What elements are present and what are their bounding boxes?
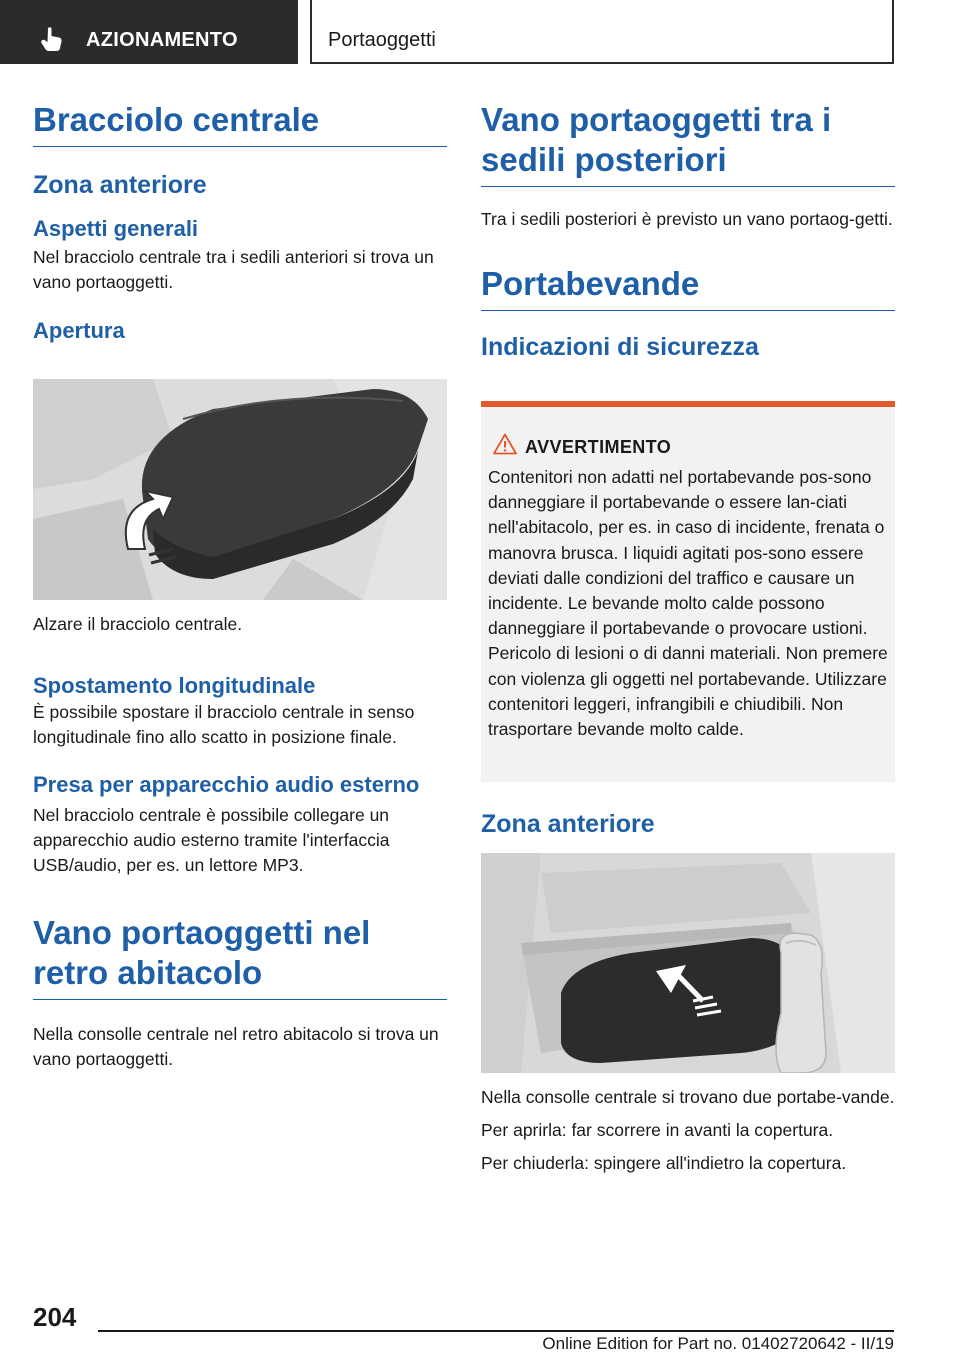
- heading-zona-anteriore-right: Zona anteriore: [481, 810, 655, 838]
- heading-presa-audio: Presa per apparecchio audio esterno: [33, 772, 420, 797]
- heading-vano-retro: Vano portaoggetti nel retro abitacolo: [33, 913, 447, 1000]
- hand-pointer-icon: [40, 26, 64, 52]
- right-column-2: [481, 808, 895, 840]
- cupholder-image: [481, 853, 895, 1073]
- paragraph-portabevande: Nella consolle centrale si trovano due portabe-vande.: [481, 1087, 895, 1107]
- right-column-3: [481, 1085, 895, 1176]
- footer-rule: [98, 1330, 894, 1332]
- footer-edition: Online Edition for Part no. 01402720642 - II/19: [542, 1334, 894, 1353]
- left-column-2: [33, 612, 447, 1072]
- warning-icon: [493, 433, 517, 455]
- paragraph-vano-retro: Nella consolle centrale nel retro abitacolo si trova un vano portaoggetti.: [33, 1024, 439, 1069]
- heading-sicurezza: Indicazioni di sicurezza: [481, 333, 759, 361]
- paragraph-presa-audio: Nel bracciolo centrale è possibile collegare un apparecchio audio esterno tramite l'interfaccia USB/audio, per es. un lettore MP3.: [33, 805, 390, 875]
- left-column: [33, 100, 447, 345]
- heading-zona-anteriore: Zona anteriore: [33, 171, 207, 199]
- heading-apertura: Apertura: [33, 318, 125, 343]
- section-label: AZIONAMENTO: [86, 29, 238, 51]
- warning-box: [481, 401, 895, 782]
- paragraph-aprire: Per aprirla: far scorrere in avanti la copertura.: [481, 1120, 834, 1140]
- heading-bracciolo: Bracciolo centrale: [33, 100, 447, 147]
- subsection-label: Portaoggetti: [328, 29, 436, 51]
- right-column: [481, 100, 895, 363]
- section-tab: [0, 0, 298, 64]
- paragraph-chiudere: Per chiuderla: spingere all'indietro la copertura.: [481, 1153, 847, 1173]
- heading-vano-sedili: Vano portaoggetti tra i sedili posteriori: [481, 100, 895, 187]
- paragraph-vano-sedili: Tra i sedili posteriori è previsto un vano portaog-getti.: [481, 209, 893, 229]
- paragraph-spostamento: È possibile spostare il bracciolo centrale in senso longitudinale fino allo scatto in posizione finale.: [33, 702, 415, 747]
- heading-spostamento: Spostamento longitudinale: [33, 673, 316, 698]
- warning-title: AVVERTIMENTO: [525, 437, 672, 457]
- caption-armrest: Alzare il bracciolo centrale.: [33, 614, 243, 634]
- subsection-tab: [310, 0, 894, 64]
- paragraph-aspetti: Nel bracciolo centrale tra i sedili anteriori si trova un vano portaoggetti.: [33, 247, 434, 292]
- heading-aspetti-generali: Aspetti generali: [33, 216, 199, 241]
- heading-portabevande: Portabevande: [481, 264, 895, 311]
- armrest-image: [33, 379, 447, 600]
- warning-text: Contenitori non adatti nel portabevande pos-sono danneggiare il portabevande o essere lan-ciati nell'abitacolo, per es. in caso di incidente, frenata o manovra brusca. I liquidi agitati pos-sono essere deviati dalle condizioni del traffico e causare un incidente. Le bevande molto calde possono danneggiare il portabevande o provocare ustioni. Pericolo di lesioni o di danni materiali. Non premere con violenza gli oggetti nel portabevande. Utilizzare contenitori leggeri, infrangibili e chiudibili. Non trasportare bevande molto calde.: [488, 467, 888, 740]
- page-number: 204: [33, 1302, 77, 1332]
